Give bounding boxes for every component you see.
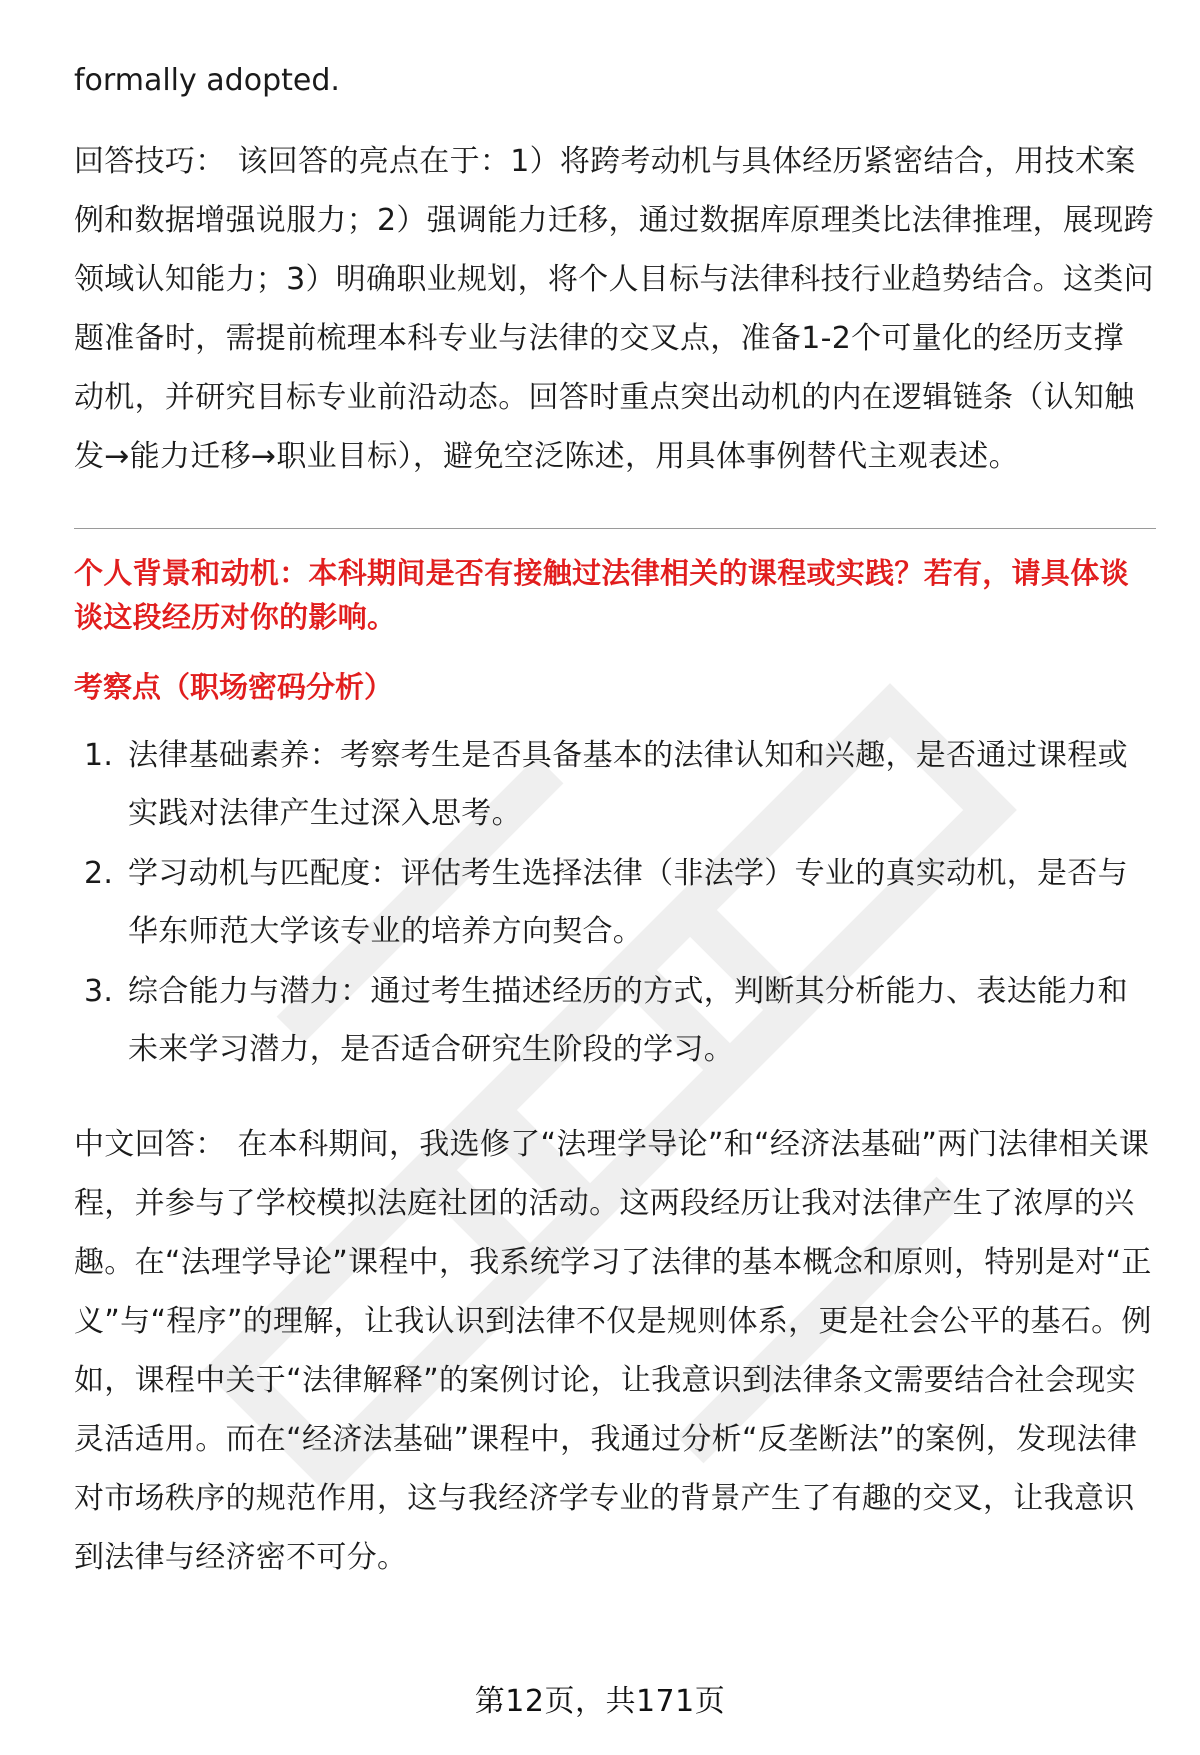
list-item-text: 综合能力与潜力：通过考生描述经历的方式，判断其分析能力、表达能力和未来学习潜力，是否适合研究生阶段的学习。 (128, 974, 1128, 1067)
list-item-text: 学习动机与匹配度：评估考生选择法律（非法学）专业的真实动机，是否与华东师范大学该专业的培养方向契合。 (128, 856, 1128, 949)
list-item-number: 3. (84, 974, 114, 1009)
list-item (74, 963, 1154, 1079)
chinese-answer-text: 在本科期间，我选修了“法理学导论”和“经济法基础”两门法律相关课程，并参与了学校模拟法庭社团的活动。这两段经历让我对法律产生了浓厚的兴趣。在“法理学导论”课程中，我系统学习了法律的基本概念和原则，特别是对“正义”与“程序”的理解，让我认识到法律不仅是规则体系，更是社会公平的基石。例如，课程中关于“法律解释”的案例讨论，让我意识到法律条文需要结合社会现实灵活适用。而在“经济法基础”课程中，我通过分析“反垄断法”的案例，发现法律对市场秩序的规范作用，这与我经济学专业的背景产生了有趣的交叉，让我意识到法律与经济密不可分。 (74, 1127, 1152, 1575)
list-item-number: 2. (84, 856, 114, 891)
chinese-answer-label: 中文回答： (74, 1127, 226, 1162)
section-divider (74, 528, 1156, 529)
question-title: 个人背景和动机：本科期间是否有接触过法律相关的课程或实践？若有，请具体谈谈这段经历对你的影响。 (74, 556, 1129, 634)
page-number-footer: 第12页，共171页 (474, 1684, 726, 1719)
continued-text-fragment: formally adopted. (74, 63, 340, 98)
assessment-points-heading: 考察点（职场密码分析） (74, 670, 394, 704)
chinese-answer-section (74, 1115, 1154, 1587)
answer-tips-paragraph (74, 132, 1154, 486)
list-item-text: 法律基础素养：考察考生是否具备基本的法律认知和兴趣，是否通过课程或实践对法律产生过深入思考。 (128, 738, 1128, 831)
assessment-points-list (74, 727, 1154, 1079)
chinese-answer-paragraph (74, 1115, 1154, 1587)
answer-tips-label: 回答技巧： (74, 144, 226, 179)
list-item (74, 727, 1154, 843)
list-item-number: 1. (84, 738, 114, 773)
answer-tips-text: 该回答的亮点在于：1）将跨考动机与具体经历紧密结合，用技术案例和数据增强说服力；2）强调能力迁移，通过数据库原理类比法律推理，展现跨领域认知能力；3）明确职业规划，将个人目标与法律科技行业趋势结合。这类问题准备时，需提前梳理本科专业与法律的交叉点，准备1-2个可量化的经历支撑动机，并研究目标专业前沿动态。回答时重点突出动机的内在逻辑链条（认知触发→能力迁移→职业目标），避免空泛陈述，用具体事例替代主观表述。 (74, 144, 1154, 474)
list-item (74, 845, 1154, 961)
page-content (74, 60, 1154, 1587)
answer-tips-section (74, 132, 1154, 486)
